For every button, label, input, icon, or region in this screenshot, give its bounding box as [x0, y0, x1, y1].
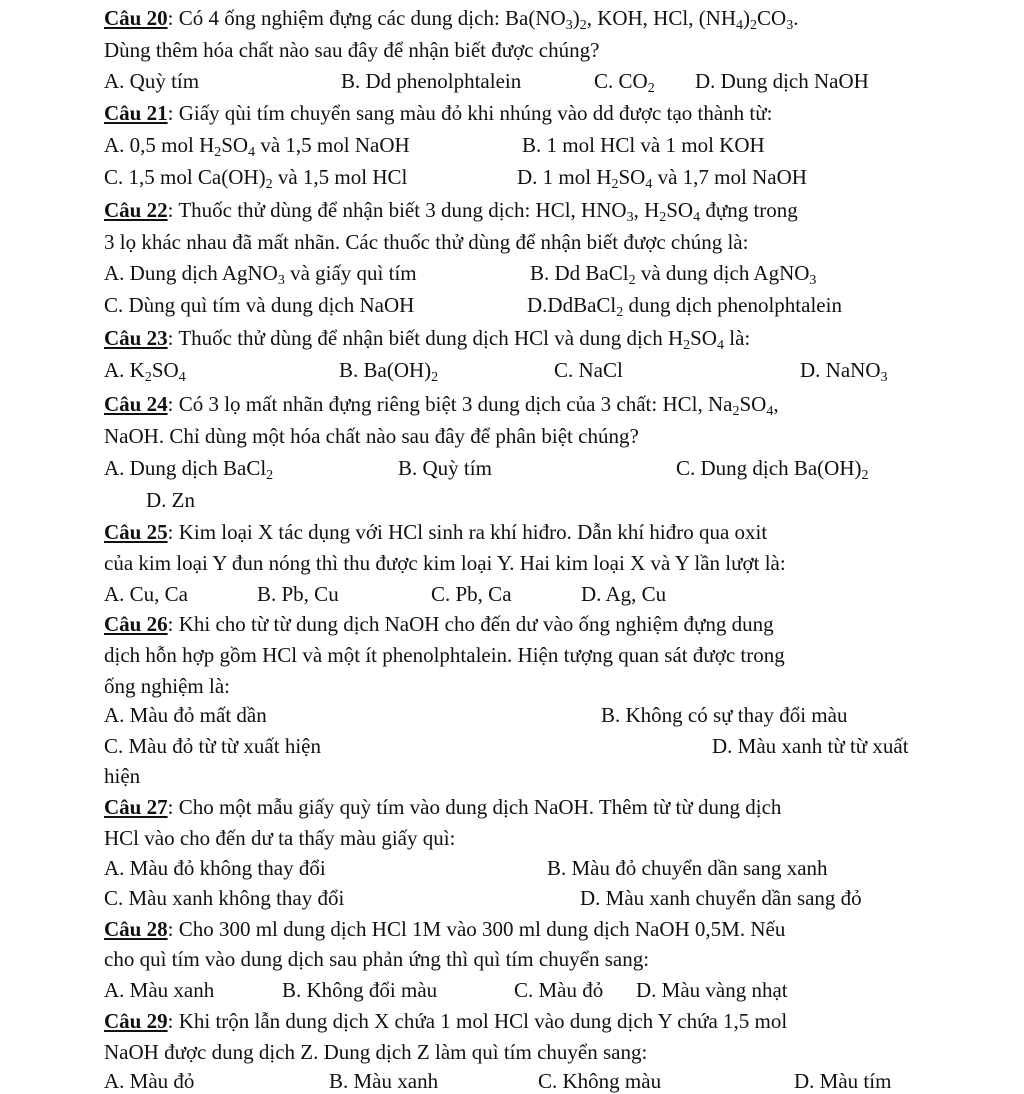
option-d: D. Zn [146, 488, 195, 512]
question-stem: : Cho 300 ml dung dịch HCl 1M vào 300 ml dung dịch NaOH 0,5M. Nếu [167, 917, 786, 941]
question-25-line-2: của kim loại Y đun nóng thì thu được kim loại Y. Hai kim loại X và Y lần lượt là: [104, 551, 786, 575]
option-d: D. Ag, Cu [581, 582, 667, 606]
question-label: Câu 25 [104, 520, 168, 544]
option-b: B. Quỳ tím [398, 456, 492, 480]
question-label: Câu 23 [104, 326, 168, 350]
option-d: D. Màu xanh từ từ xuất [712, 734, 909, 758]
option-b: B. Màu xanh [329, 1069, 439, 1093]
option-d-continued: hiện [104, 764, 141, 788]
question-25-line-1 [104, 519, 767, 545]
question-22-line-1 [104, 197, 798, 223]
question-26-line-2: dịch hỗn hợp gồm HCl và một ít phenolphtalein. Hiện tượng quan sát được trong [104, 643, 785, 667]
option-b: B. Dd phenolphtalein [341, 69, 522, 93]
option-c: C. Dùng quì tím và dung dịch NaOH [104, 293, 415, 317]
option-a: A. Màu xanh [104, 978, 215, 1002]
question-stem: : Cho một mẫu giấy quỳ tím vào dung dịch NaOH. Thêm từ từ dung dịch [167, 795, 782, 819]
option-a: A. $K_2SO_4$ [104, 358, 186, 385]
question-stem: : Khi trộn lẫn dung dịch X chứa 1 mol HCl vào dung dịch Y chứa 1,5 mol [167, 1009, 788, 1033]
option-c: C. Màu đỏ từ từ xuất hiện [104, 734, 321, 758]
question-stem: : Kim loại X tác dụng với HCl sinh ra khí hiđro. Dẫn khí hiđro qua oxit [167, 520, 768, 544]
option-c: C. NaCl [554, 358, 623, 382]
question-29-line-2: NaOH được dung dịch Z. Dung dịch Z làm quì tím chuyển sang: [104, 1040, 648, 1064]
option-a: A. Dung dịch AgNO$_3$ và giấy quì tím [104, 261, 417, 288]
option-d: D.DdBaCl$_2$ dung dịch phenolphtalein [527, 293, 842, 320]
option-b: B. Màu đỏ chuyển dần sang xanh [547, 856, 828, 880]
option-d: D. 1 mol $H_2SO_4$ và 1,7 mol NaOH [517, 165, 807, 192]
question-label: Câu 27 [104, 795, 168, 819]
option-d: D. Màu vàng nhạt [636, 978, 788, 1002]
option-a: A. Màu đỏ mất dần [104, 703, 267, 727]
option-b: B. $Ba(OH)_2$ [339, 358, 439, 385]
question-stem: : Khi cho từ từ dung dịch NaOH cho đến dư vào ống nghiệm đựng dung [167, 612, 774, 636]
question-label: Câu 24 [104, 392, 168, 416]
question-stem: : Có 3 lọ mất nhãn đựng riêng biệt 3 dung dịch của 3 chất: HCl, $Na_2SO_4$, [167, 392, 779, 419]
option-b: B. Pb, Cu [257, 582, 339, 606]
option-a: A. 0,5 mol $H_2SO_4$ và 1,5 mol NaOH [104, 133, 410, 160]
option-c: C. Màu đỏ [514, 978, 604, 1002]
question-26-line-1 [104, 611, 774, 637]
option-b: B. Không đổi màu [282, 978, 438, 1002]
question-20-line-2: Dùng thêm hóa chất nào sau đây để nhận biết được chúng? [104, 38, 600, 62]
option-d: D. Màu xanh chuyển dần sang đỏ [580, 886, 862, 910]
question-24-line-2: NaOH. Chỉ dùng một hóa chất nào sau đây để phân biệt chúng? [104, 424, 639, 448]
option-a: A. Dung dịch BaCl$_2$ [104, 456, 274, 483]
question-label: Câu 21 [104, 101, 168, 125]
option-a: A. Màu đỏ [104, 1069, 195, 1093]
question-stem: : Thuốc thử dùng để nhận biết 3 dung dịch: HCl, $HNO_3$, $H_2SO_4$ đựng trong [167, 198, 798, 225]
question-label: Câu 29 [104, 1009, 168, 1033]
question-label: Câu 26 [104, 612, 168, 636]
question-27-line-1 [104, 794, 781, 820]
question-label: Câu 28 [104, 917, 168, 941]
option-b: B. Dd BaCl$_2$ và dung dịch AgNO$_3$ [530, 261, 817, 288]
question-stem: : Thuốc thử dùng để nhận biết dung dịch HCl và dung dịch $H_2SO_4$ là: [167, 326, 751, 353]
question-21-line-1 [104, 100, 772, 126]
option-b: B. Không có sự thay đổi màu [601, 703, 848, 727]
option-a: A. Cu, Ca [104, 582, 188, 606]
question-27-line-2: HCl vào cho đến dư ta thấy màu giấy quì: [104, 826, 456, 850]
question-22-line-2: 3 lọ khác nhau đã mất nhãn. Các thuốc thử dùng để nhận biết được chúng là: [104, 230, 749, 254]
question-label: Câu 22 [104, 198, 168, 222]
option-a: A. Màu đỏ không thay đổi [104, 856, 326, 880]
question-29-line-1 [104, 1008, 787, 1034]
question-20-line-1 [104, 5, 798, 31]
option-c: C. Không màu [538, 1069, 662, 1093]
option-d: D. Màu tím [794, 1069, 892, 1093]
option-c: C. Pb, Ca [431, 582, 512, 606]
option-c: C. $CO_2$ [594, 69, 655, 96]
option-c: C. 1,5 mol $Ca(OH)_2$ và 1,5 mol HCl [104, 165, 408, 192]
option-c: C. Màu xanh không thay đổi [104, 886, 345, 910]
option-d: D. Dung dịch NaOH [695, 69, 869, 93]
option-b: B. 1 mol HCl và 1 mol KOH [522, 133, 765, 157]
question-stem: : Giấy qùi tím chuyển sang màu đỏ khi nhúng vào dd được tạo thành từ: [167, 101, 773, 125]
question-28-line-1 [104, 916, 785, 942]
option-d: D. NaNO$_3$ [800, 358, 888, 385]
question-stem: : Có 4 ống nghiệm đựng các dung dịch: $Ba(NO_3)_2$, KOH, HCl, $(NH_4)_2CO_3$. [167, 6, 799, 33]
question-label: Câu 20 [104, 6, 168, 30]
question-26-line-3: ống nghiệm là: [104, 674, 230, 698]
option-c: C. Dung dịch $Ba(OH)_2$ [676, 456, 869, 483]
question-23-line-1 [104, 325, 750, 351]
option-a: A. Quỳ tím [104, 69, 200, 93]
question-24-line-1 [104, 391, 779, 417]
question-28-line-2: cho quì tím vào dung dịch sau phản ứng thì quì tím chuyển sang: [104, 947, 650, 971]
